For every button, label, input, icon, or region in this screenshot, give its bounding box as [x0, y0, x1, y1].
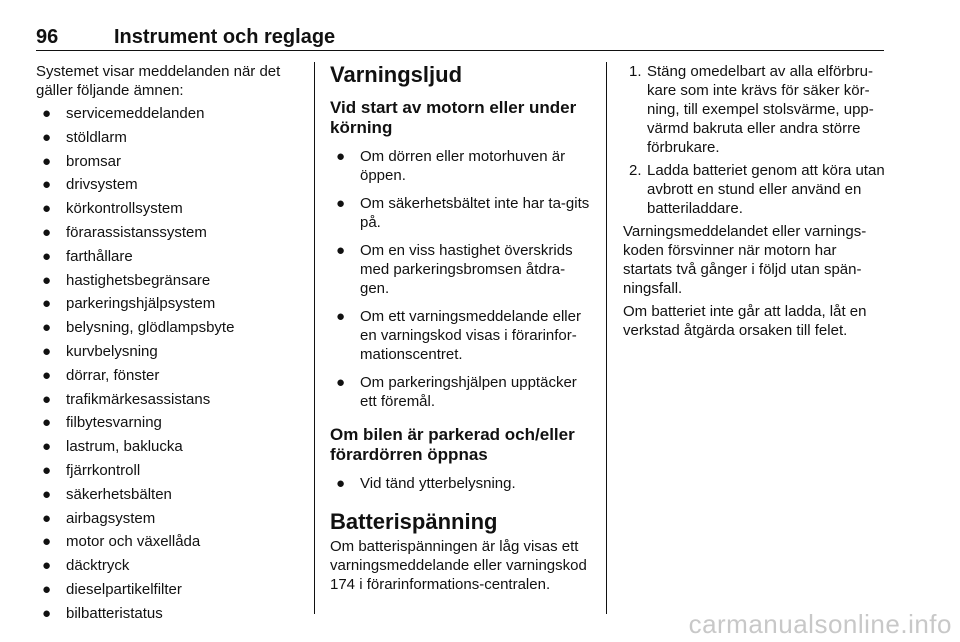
list-item-text: stöldlarm: [66, 128, 127, 146]
intro-text: Systemet visar meddelanden när det gäller följande ämnen:: [36, 63, 281, 99]
list-item: [330, 147, 594, 185]
page-header: [36, 26, 884, 51]
list-item-text: Om en viss hastighet överskrids med parkeringsbromsen åtdra-gen.: [360, 242, 573, 297]
subheading-start: Vid start av motorn eller under körning: [330, 98, 577, 137]
step-text: Stäng omedelbart av alla elförbru-kare som inte krävs för säker kör-ning, till exempel stolsvärme, upp-värmd bakruta eller andra större förbrukare.: [647, 63, 874, 156]
bullet-icon: ●: [336, 374, 346, 391]
bullet-icon: ●: [42, 509, 52, 527]
bullet-icon: ●: [42, 604, 52, 622]
list-item-text: farthållare: [66, 247, 133, 265]
list-item: [330, 474, 594, 493]
bullet-icon: ●: [42, 200, 52, 218]
list-item: [36, 509, 300, 528]
list-item: [36, 437, 300, 456]
bullet-icon: ●: [42, 342, 52, 360]
list-item-text: drivsystem: [66, 176, 138, 194]
page-number: 96: [36, 26, 59, 48]
step-number: 1.: [629, 63, 642, 80]
bullet-icon: ●: [42, 414, 52, 432]
column-1: [36, 62, 300, 623]
step-item: [623, 161, 887, 218]
list-item: [36, 556, 300, 575]
list-item-text: körkontrollsystem: [66, 200, 183, 218]
list-item: [330, 373, 594, 411]
list-item: [36, 580, 300, 599]
list-item: [330, 241, 594, 298]
list-item-text: servicemeddelanden: [66, 105, 205, 122]
bullet-icon: ●: [42, 533, 52, 551]
list-item-text: airbagsystem: [66, 509, 156, 527]
list-item-text: kurvbelysning: [66, 342, 158, 360]
bullet-icon: ●: [42, 485, 52, 503]
bullet-icon: ●: [42, 557, 52, 575]
list-item-text: motor och växellåda: [66, 533, 201, 551]
list-item: [36, 152, 300, 171]
bullet-icon: ●: [336, 148, 346, 165]
list-item: [36, 342, 300, 361]
list-item: [36, 223, 300, 242]
list-item-text: bromsar: [66, 152, 122, 170]
battery-paragraph: Om batterispänningen är låg visas ett varningsmeddelande eller varningskod 174 i förarinformations-centralen.: [330, 538, 587, 593]
list-item-text: trafikmärkesassistans: [66, 390, 211, 408]
bullet-icon: ●: [42, 461, 52, 479]
list-item: [36, 271, 300, 290]
list-item-text: parkeringshjälpsystem: [66, 295, 216, 313]
steps-list: [623, 62, 887, 218]
bullet-icon: ●: [42, 295, 52, 313]
bullet-icon: ●: [42, 390, 52, 408]
list-item: [36, 390, 300, 409]
bullet-icon: ●: [42, 271, 52, 289]
list-item-text: dieselpartikelfilter: [66, 580, 182, 598]
list-item: [36, 366, 300, 385]
list-item: [36, 294, 300, 313]
bullet-icon: ●: [42, 128, 52, 146]
list-item: [36, 104, 300, 123]
list-item: [36, 247, 300, 266]
list-item-text: Vid tänd ytterbelysning.: [360, 475, 516, 492]
page-title: Instrument och reglage: [114, 26, 336, 48]
watermark: carmanualsonline.info: [688, 609, 952, 639]
list-item-text: säkerhetsbälten: [66, 485, 172, 503]
step-item: [623, 62, 887, 157]
bullet-icon: ●: [336, 242, 346, 259]
list-item-text: Om dörren eller motorhuven är öppen.: [360, 148, 566, 184]
step-number: 2.: [629, 162, 642, 179]
list-item-text: filbytesvarning: [66, 414, 162, 432]
list-item-text: förarassistanssystem: [66, 223, 207, 241]
list-item-text: hastighetsbegränsare: [66, 271, 211, 289]
bullet-icon: ●: [42, 247, 52, 265]
warning-list-parked: [330, 474, 594, 493]
list-item-text: fjärrkontroll: [66, 461, 141, 479]
list-item-text: Om säkerhetsbältet inte har ta-gits på.: [360, 195, 590, 231]
bullet-icon: ●: [42, 223, 52, 241]
bullet-icon: ●: [42, 105, 52, 122]
column-3: [623, 62, 887, 344]
list-item: [36, 128, 300, 147]
list-item-text: bilbatteristatus: [66, 604, 163, 622]
column-divider: [606, 62, 607, 614]
list-item: [36, 175, 300, 194]
bullet-icon: ●: [42, 580, 52, 598]
bullet-icon: ●: [336, 475, 346, 492]
list-item-text: belysning, glödlampsbyte: [66, 319, 235, 337]
warning-list-driving: [330, 147, 594, 411]
step-text: Ladda batteriet genom att köra utan avbrott en stund eller använd en batteriladdare.: [647, 162, 885, 217]
bullet-icon: ●: [336, 195, 346, 212]
list-item: [36, 461, 300, 480]
section-heading-batterispanning: Batterispänning: [330, 509, 498, 534]
subheading-parked: Om bilen är parkerad och/eller förardörren öppnas: [330, 425, 575, 464]
list-item: [36, 604, 300, 623]
list-item: [36, 199, 300, 218]
list-item: [330, 307, 594, 364]
list-item-text: dörrar, fönster: [66, 366, 160, 384]
section-heading-varningsljud: Varningsljud: [330, 62, 463, 87]
topic-list: [36, 104, 300, 623]
bullet-icon: ●: [42, 319, 52, 337]
bullet-icon: ●: [42, 366, 52, 384]
list-item: [330, 194, 594, 232]
workshop-paragraph: Om batteriet inte går att ladda, låt en verkstad åtgärda orsaken till felet.: [623, 303, 867, 339]
list-item-text: däcktryck: [66, 557, 130, 575]
column-2: [330, 62, 594, 598]
list-item-text: Om ett varningsmeddelande eller en varningskod visas i förarinfor-mationscentret.: [360, 308, 581, 363]
list-item: [36, 532, 300, 551]
list-item: [36, 413, 300, 432]
bullet-icon: ●: [42, 152, 52, 170]
list-item: [36, 485, 300, 504]
list-item-text: lastrum, baklucka: [66, 438, 183, 456]
bullet-icon: ●: [42, 438, 52, 456]
warning-clear-paragraph: Varningsmeddelandet eller varnings-koden försvinner när motorn har startats två gånger i följd utan spän-ningsfall.: [623, 223, 867, 297]
bullet-icon: ●: [336, 308, 346, 325]
list-item: [36, 318, 300, 337]
bullet-icon: ●: [42, 176, 52, 194]
list-item-text: Om parkeringshjälpen upptäcker ett föremål.: [360, 374, 577, 410]
column-divider: [314, 62, 315, 614]
